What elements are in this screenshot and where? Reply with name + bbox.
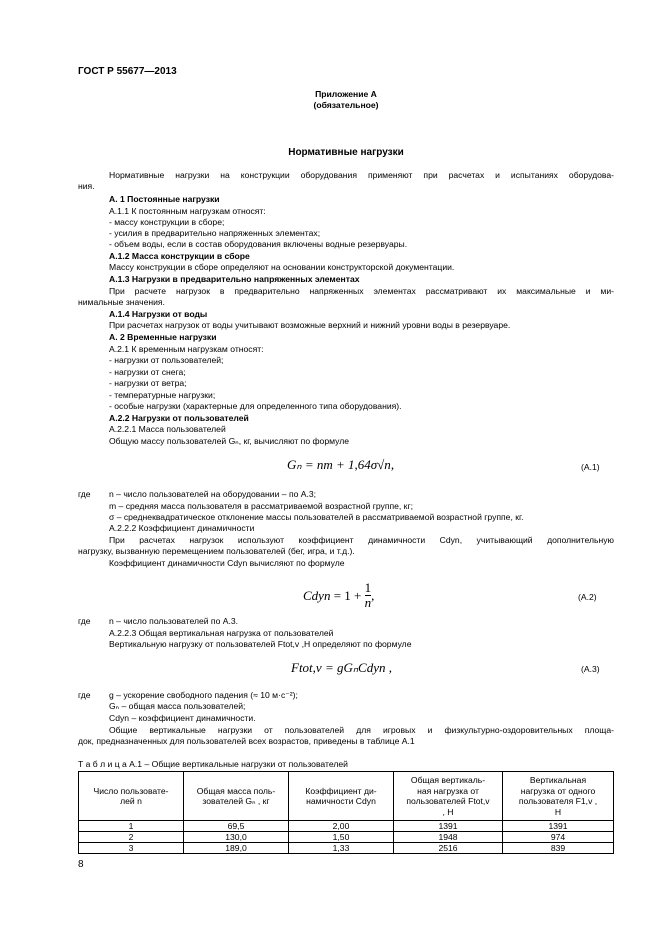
table-header-cell: Коэффициент ди- намичности Cdyn xyxy=(289,772,394,821)
table-cell: 3 xyxy=(79,843,184,854)
formula-a2 xyxy=(303,581,374,610)
a222-title: А.2.2.2 Коэффициент динамичности xyxy=(109,523,255,533)
formula-a3 xyxy=(291,662,392,673)
section-title: Нормативные нагрузки xyxy=(288,147,404,158)
formula-a1-tail: , xyxy=(390,457,395,472)
table-cell: 2 xyxy=(79,832,184,843)
table-cell: 130,0 xyxy=(184,832,289,843)
a21-item: - нагрузки от пользователей; xyxy=(109,355,224,365)
a21-text: А.2.1 К временным нагрузкам относят: xyxy=(109,344,264,354)
table-cell: 974 xyxy=(503,832,614,843)
table-cell: 839 xyxy=(503,843,614,854)
where-item: Gₙ – общая масса пользователей; xyxy=(109,701,246,711)
formula-a2-number: (А.2) xyxy=(578,592,597,602)
table-cell: 1,50 xyxy=(289,832,394,843)
where-label: где xyxy=(78,690,91,700)
table-cell: 1391 xyxy=(503,821,614,832)
table-cell: 189,0 xyxy=(184,843,289,854)
formula-a2-lhs: Cdyn xyxy=(303,587,331,603)
where-label: где xyxy=(78,489,91,499)
a13-text-2: нимальные значения. xyxy=(78,297,165,307)
a11-item: - массу конструкции в сборе; xyxy=(109,217,225,227)
table-header-cell: Вертикальная нагрузка от одного пользователя F1,v , Н xyxy=(503,772,614,821)
table-cell: 1,33 xyxy=(289,843,394,854)
formula-a1-number: (А.1) xyxy=(581,462,600,472)
a13-text-1: При расчете нагрузок в предварительно напряженных элементах рассматривают их максимальные и ми- xyxy=(109,286,614,296)
a1-title: А. 1 Постоянные нагрузки xyxy=(109,194,220,204)
a14-title: А.1.4 Нагрузки от воды xyxy=(109,309,208,319)
fraction-denominator: n xyxy=(364,595,372,610)
document-header: ГОСТ Р 55677—2013 xyxy=(78,66,177,77)
intro-line-1: Нормативные нагрузки на конструкции оборудования применяют при расчетах и испытаниях оборудова- xyxy=(109,170,614,180)
final-text-2: док, предназначенных для пользователей всех возрастов, приведены в таблице А.1 xyxy=(78,736,415,746)
table-cell: 69,5 xyxy=(184,821,289,832)
a14-text: При расчетах нагрузок от воды учитывают возможные верхний и нижний уровни воды в резервуаре. xyxy=(109,320,511,330)
a222-text-1: При расчетах нагрузок используют коэффициент динамичности Cdyn, учитывающий дополнительную xyxy=(109,535,614,545)
a13-title: А.1.3 Нагрузки в предварительно напряженных элементах xyxy=(109,274,360,284)
a2-title: А. 2 Временные нагрузки xyxy=(109,332,217,342)
a222-formula-intro: Коэффициент динамичности Cdyn вычисляют по формуле xyxy=(109,558,345,568)
table-cell: 2,00 xyxy=(289,821,394,832)
formula-a3-rhs: = gGₙCdyn xyxy=(324,660,386,675)
formula-a3-tail: , xyxy=(388,660,392,675)
formula-a2-tail: , xyxy=(371,587,375,603)
table-row xyxy=(79,821,614,832)
a223-title: А.2.2.3 Общая вертикальная нагрузка от пользователей xyxy=(109,628,334,638)
table-cell: 1948 xyxy=(394,832,503,843)
where-label: где xyxy=(78,616,91,626)
formula-a1-lhs: Gₙ xyxy=(287,457,302,472)
table-cell: 1 xyxy=(79,821,184,832)
where-item: n – число пользователей по А.3. xyxy=(109,616,239,626)
a12-title: А.1.2 Масса конструкции в сборе xyxy=(109,251,250,261)
a11-item: - объем воды, если в состав оборудования включены водные резервуары. xyxy=(109,239,408,249)
table-row xyxy=(79,843,614,854)
a221-formula-intro: Общую массу пользователей Gₙ, кг, вычисляют по формуле xyxy=(109,436,350,446)
a223-formula-intro: Вертикальную нагрузку от пользователей Ftot,v ,Н определяют по формуле xyxy=(109,639,412,649)
final-text-1: Общие вертикальные нагрузки от пользователей для игровых и физкультурно-оздоровительных площа- xyxy=(109,725,614,735)
appendix-title: Приложение А xyxy=(315,89,377,99)
formula-a1 xyxy=(287,459,394,470)
formula-a1-rhs: = nm + 1,64σ√n xyxy=(304,457,391,472)
where-item: σ – среднеквадратическое отклонение массы пользователей в рассматриваемой возрастной группе, кг. xyxy=(109,512,524,522)
a11-text: А.1.1 К постоянным нагрузкам относят: xyxy=(109,206,266,216)
intro-line-2: ния. xyxy=(78,181,95,191)
table-caption: Т а б л и ц а А.1 – Общие вертикальные нагрузки от пользователей xyxy=(78,759,348,769)
where-item: g – ускорение свободного падения (≈ 10 м·с⁻²); xyxy=(109,690,298,700)
a21-item: - особые нагрузки (характерные для определенного типа оборудования). xyxy=(109,401,402,411)
loads-table xyxy=(78,771,614,854)
a21-item: - температурные нагрузки; xyxy=(109,390,216,400)
a11-item: - усилия в предварительно напряженных элементах; xyxy=(109,228,321,238)
formula-a3-number: (А.3) xyxy=(581,664,600,674)
formula-a2-eq: = 1 + xyxy=(333,587,362,603)
table-header-cell: Общая масса поль- зователей Gₙ , кг xyxy=(184,772,289,821)
table-header-cell: Общая вертикаль- ная нагрузка от пользователей Ftot,v , Н xyxy=(394,772,503,821)
a222-text-2: нагрузку, вызванную перемещением пользователей (бег, игра, и т.д.). xyxy=(78,546,355,556)
appendix-subtitle: (обязательное) xyxy=(313,100,379,110)
table-row xyxy=(79,832,614,843)
table-header-row xyxy=(79,772,614,821)
page-number: 8 xyxy=(78,859,84,870)
a12-text: Массу конструкции в сборе определяют на основании конструкторской документации. xyxy=(109,262,455,272)
a22-title: А.2.2 Нагрузки от пользователей xyxy=(109,413,249,423)
where-item: Cdyn – коэффициент динамичности. xyxy=(109,713,256,723)
formula-a3-lhs: Ftot,v xyxy=(291,660,322,675)
table-cell: 2516 xyxy=(394,843,503,854)
where-item: n – число пользователей на оборудовании – по А.3; xyxy=(109,489,317,499)
a21-item: - нагрузки от ветра; xyxy=(109,378,187,388)
a21-item: - нагрузки от снега; xyxy=(109,367,186,377)
table-header-cell: Число пользовате- лей n xyxy=(79,772,184,821)
a221-text: А.2.2.1 Масса пользователей xyxy=(109,424,226,434)
table-cell: 1391 xyxy=(394,821,503,832)
where-item: m – средняя масса пользователя в рассматриваемой возрастной группе, кг; xyxy=(109,501,413,511)
fraction-numerator: 1 xyxy=(364,580,372,595)
